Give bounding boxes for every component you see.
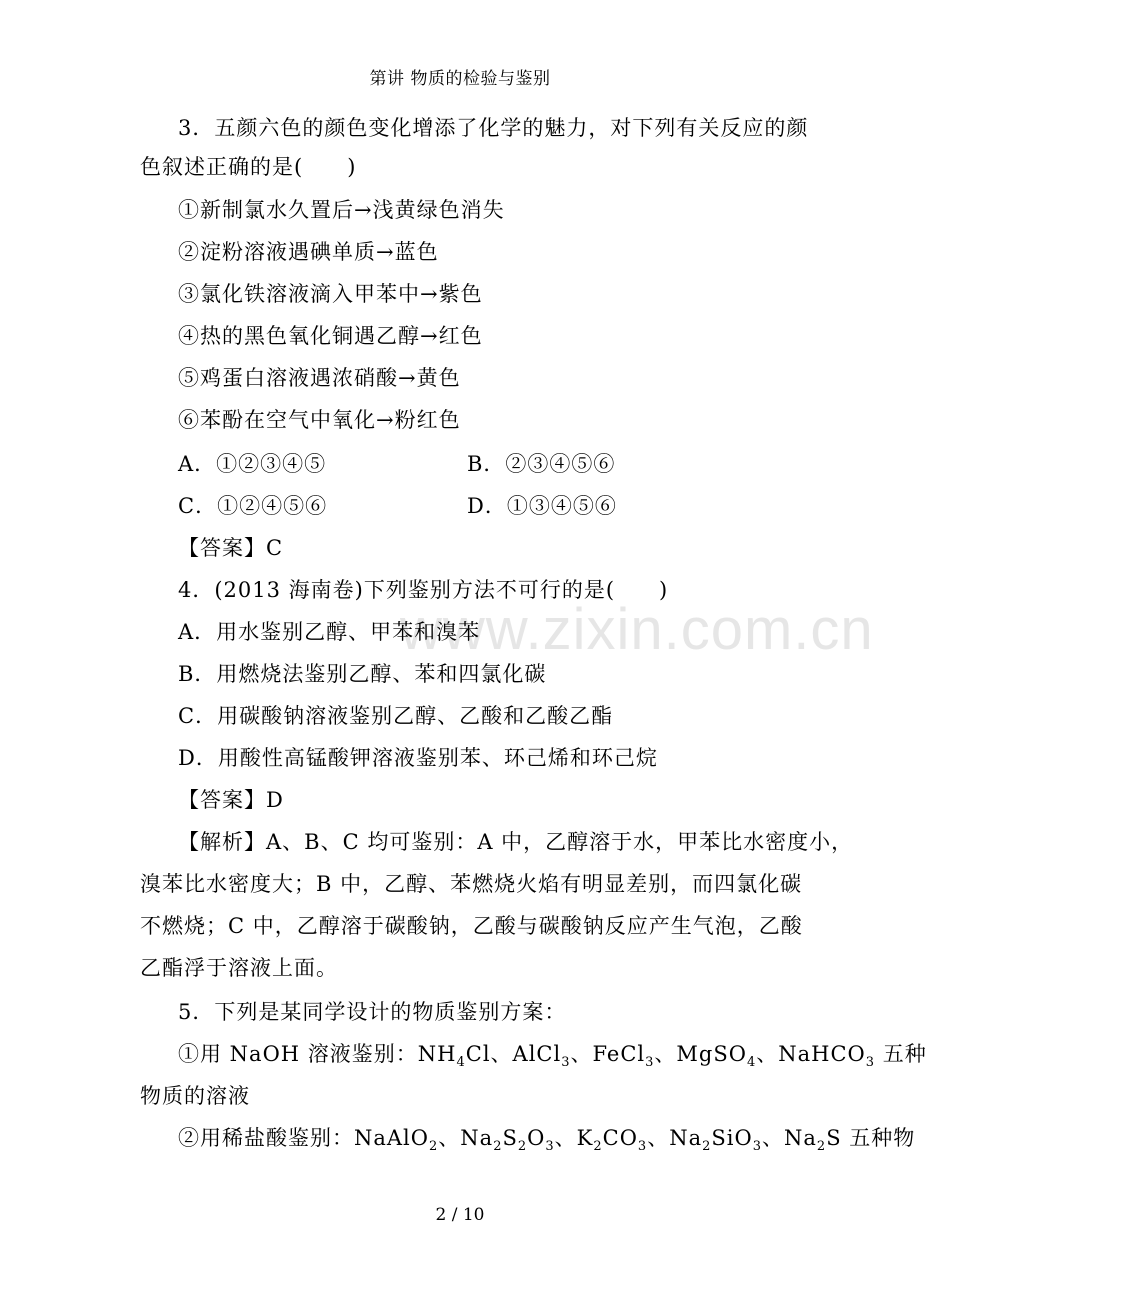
q4-option-b: B．用燃烧法鉴别乙醇、苯和四氯化碳 [178, 662, 547, 686]
watermark: www.zixin.com.cn [400, 597, 874, 662]
q5-item-2-text: 、Na [762, 1126, 817, 1150]
q3-item-4: ④热的黑色氧化铜遇乙醇→红色 [178, 324, 483, 348]
q5-item-2-text: SiO [711, 1126, 753, 1150]
q5-item-1-line1 [178, 1039, 927, 1071]
q4-analysis-line4: 乙酯浮于溶液上面。 [140, 956, 338, 980]
subscript: 2 [493, 1139, 503, 1155]
q5-item-1-text: 五种 [875, 1042, 927, 1066]
q3-item-6: ⑥苯酚在空气中氧化→粉红色 [178, 408, 461, 432]
q3-answer: 【答案】C [178, 536, 284, 560]
q3-item-1: ①新制氯水久置后→浅黄绿色消失 [178, 198, 505, 222]
subscript: 3 [545, 1139, 555, 1155]
q3-stem-line2: 色叙述正确的是( ) [140, 155, 357, 179]
q5-item-1-line2: 物质的溶液 [140, 1084, 250, 1108]
q4-option-d: D．用酸性高锰酸钾溶液鉴别苯、环己烯和环己烷 [178, 746, 658, 770]
subscript: 3 [637, 1139, 648, 1155]
q4-option-a: A．用水鉴别乙醇、甲苯和溴苯 [178, 620, 481, 644]
q4-analysis-line1: 【解析】A、B、C 均可鉴别：A 中，乙醇溶于水，甲苯比水密度小， [178, 830, 854, 854]
q4-analysis-line2: 溴苯比水密度大；B 中，乙醇、苯燃烧火焰有明显差别，而四氯化碳 [140, 872, 803, 896]
q3-option-a: A．①②③④⑤ [178, 452, 327, 476]
subscript: 2 [517, 1139, 528, 1155]
subscript: 3 [645, 1055, 655, 1071]
subscript: 3 [752, 1139, 762, 1155]
subscript: 4 [456, 1055, 466, 1071]
q4-analysis-line3: 不燃烧；C 中，乙醇溶于碳酸钠，乙酸与碳酸钠反应产生气泡，乙酸 [140, 914, 803, 938]
q5-item-1-text: 、MgSO [654, 1042, 747, 1066]
page-header: 第讲 物质的检验与鉴别 [369, 69, 551, 89]
q5-item-2-text: 、Na [438, 1126, 494, 1150]
q4-stem: 4．(2013 海南卷)下列鉴别方法不可行的是( ) [178, 578, 669, 602]
q5-item-2-text: S [502, 1126, 518, 1150]
q5-item-2-text: CO [602, 1126, 638, 1150]
q3-item-5: ⑤鸡蛋白溶液遇浓硝酸→黄色 [178, 366, 461, 390]
q5-item-1-text: 、NaHCO [756, 1042, 866, 1066]
subscript: 4 [746, 1055, 757, 1071]
subscript: 3 [865, 1055, 876, 1071]
q3-item-2: ②淀粉溶液遇碘单质→蓝色 [178, 240, 439, 264]
q3-option-d: D．①③④⑤⑥ [467, 494, 617, 518]
q4-answer: 【答案】D [178, 788, 284, 812]
q5-stem: 5．下列是某同学设计的物质鉴别方案： [178, 1000, 567, 1024]
subscript: 3 [561, 1055, 571, 1071]
q5-item-2-text: O [527, 1126, 546, 1150]
page-number: 2 / 10 [435, 1205, 485, 1225]
q5-item-1-text: ①用 NaOH 溶液鉴别：NH [178, 1042, 457, 1066]
q3-option-c: C．①②④⑤⑥ [178, 494, 328, 518]
q5-item-1-text: 、FeCl [570, 1042, 646, 1066]
q3-stem-line1: 3．五颜六色的颜色变化增添了化学的魅力，对下列有关反应的颜 [178, 116, 809, 140]
q5-item-2-line1 [178, 1123, 916, 1155]
q4-option-c: C．用碳酸钠溶液鉴别乙醇、乙酸和乙酸乙酯 [178, 704, 614, 728]
subscript: 2 [816, 1139, 827, 1155]
q5-item-2-text: S 五种物 [826, 1126, 916, 1150]
q3-item-3: ③氯化铁溶液滴入甲苯中→紫色 [178, 282, 483, 306]
subscript: 2 [702, 1139, 712, 1155]
q5-item-1-text: Cl、AlCl [465, 1042, 562, 1066]
q5-item-2-text: ②用稀盐酸鉴别：NaAlO [178, 1126, 429, 1150]
subscript: 2 [429, 1139, 439, 1155]
q5-item-2-text: 、Na [647, 1126, 703, 1150]
q3-option-b: B．②③④⑤⑥ [467, 452, 616, 476]
subscript: 2 [593, 1139, 603, 1155]
q5-item-2-text: 、K [554, 1126, 594, 1150]
